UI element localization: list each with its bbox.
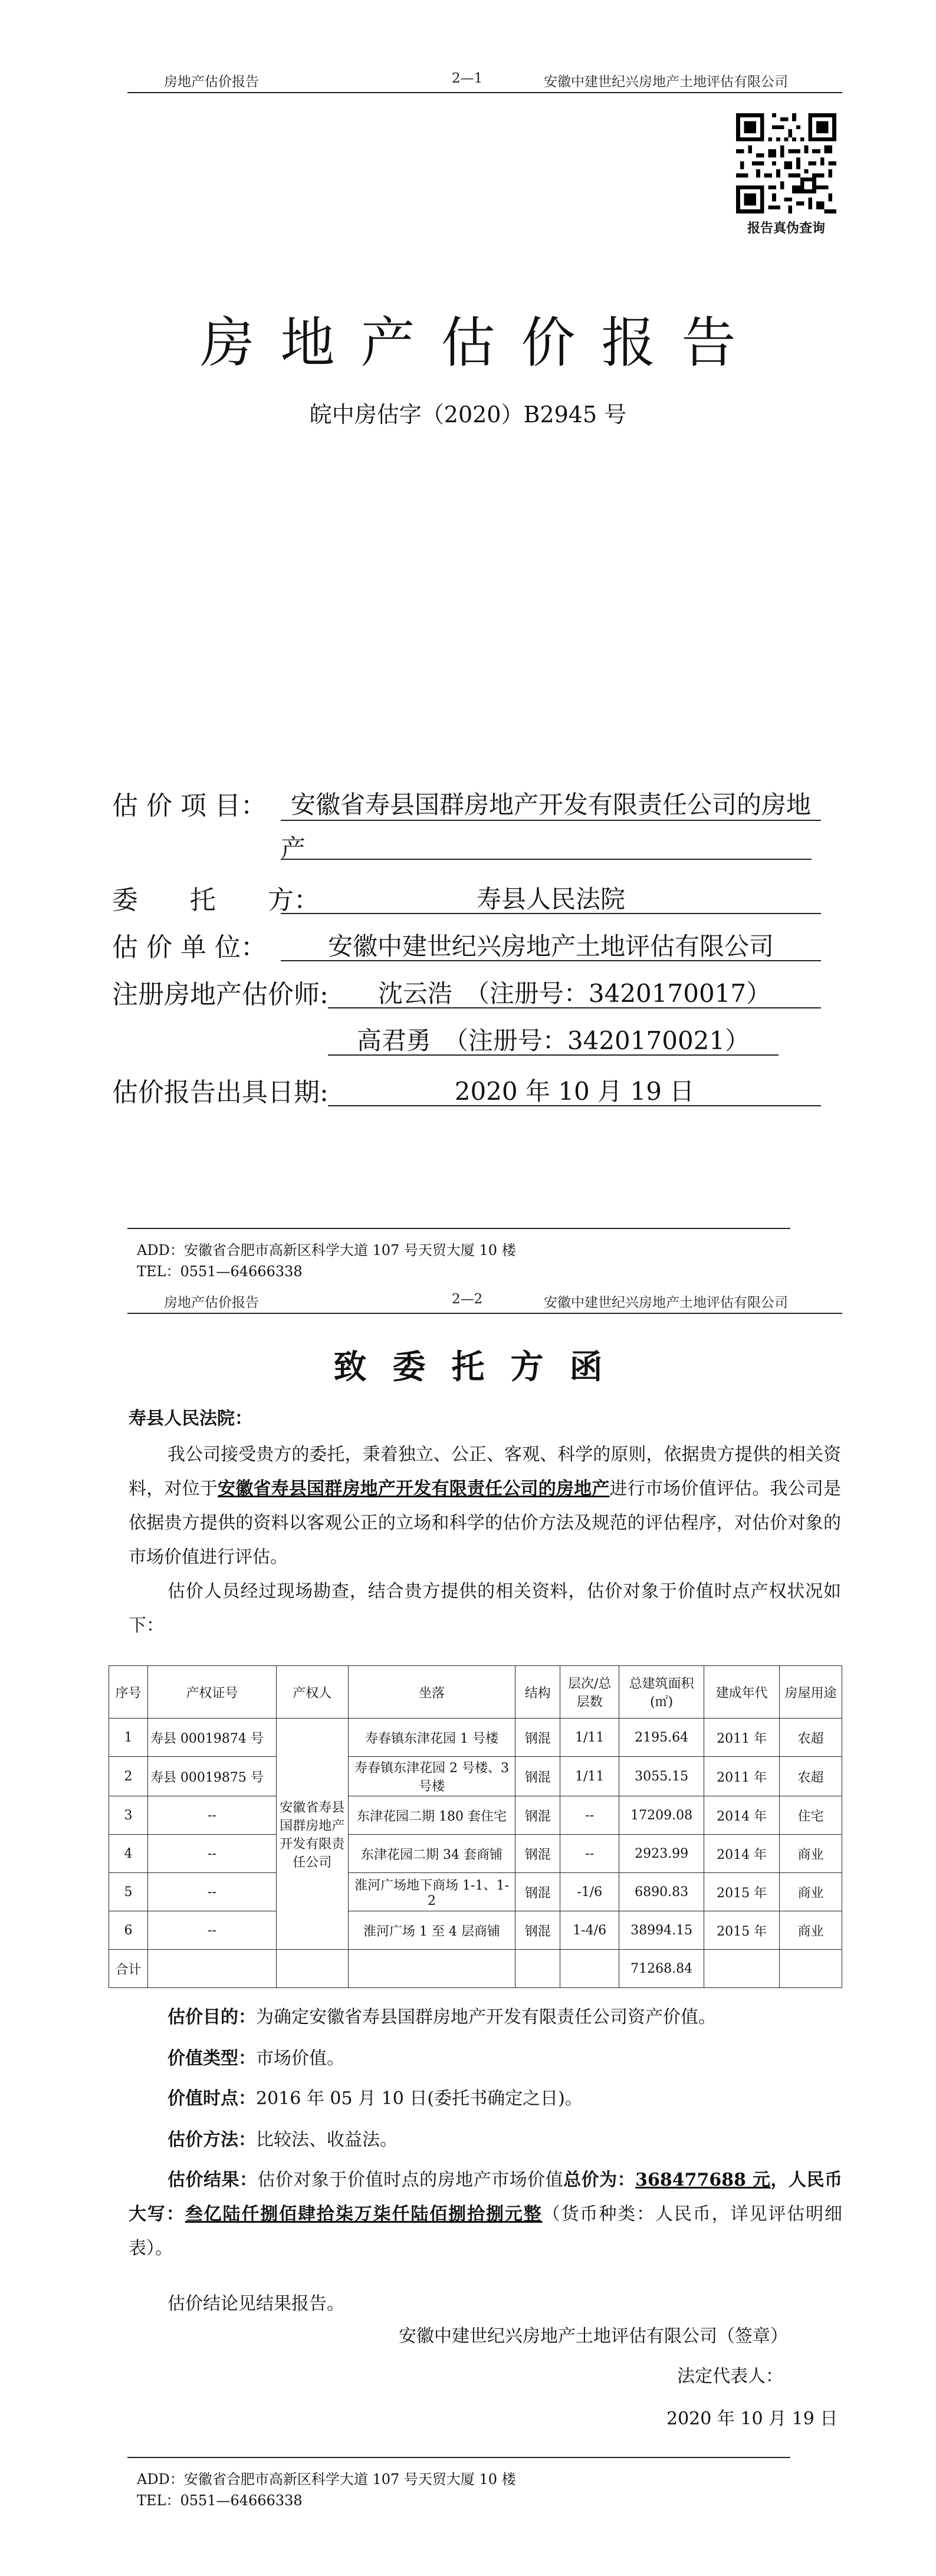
cell-area: 6890.83 [619,1873,704,1911]
client-label: 委 托 方： [112,885,320,915]
table-row [109,1719,842,1757]
cell-index: 4 [109,1835,148,1873]
cell-area: 2195.64 [619,1719,704,1757]
footer-tel: TEL：0551—64666338 [137,1263,303,1280]
cell-year: 2015 年 [704,1873,780,1911]
cell-floors: 1/11 [560,1757,619,1796]
cell-location: 东津花园二期 34 套商铺 [348,1835,515,1873]
cell-use: 商业 [780,1835,842,1873]
table-row [109,1911,842,1950]
report-date: 2020 年 10 月 19 日 [454,1077,695,1106]
cell-floors: -- [560,1796,619,1835]
project-value-2: 产 [281,834,306,863]
cell-index: 6 [109,1911,148,1950]
date-label: 估价报告出具日期: [112,1077,329,1108]
table-row [109,1796,842,1835]
cell-use: 商业 [780,1911,842,1950]
header-right: 安徽中建世纪兴房地产土地评估有限公司 [544,74,788,90]
cell-index: 2 [109,1757,148,1796]
cell-floors: 1-4/6 [560,1911,619,1950]
table-row [109,1873,842,1911]
client-value: 寿县人民法院 [476,885,625,914]
purpose-line: 估价目的：为确定安徽省寿县国群房地产开发有限责任公司资产价值。 [168,2007,716,2028]
col-header: 总建筑面积(㎡) [619,1666,704,1719]
col-header: 坐落 [348,1666,515,1719]
registered-appraiser-1: 沈云浩 （注册号：3420170017） [377,979,771,1008]
cell-year: 2011 年 [704,1719,780,1757]
project-underline-1 [281,820,821,821]
header-left: 房地产估价报告 [164,74,259,90]
report-title: 房地产估价报告 [200,311,762,374]
result-paragraph: 估价结果：估价对象于价值时点的房地产市场价值总价为：368477688 元，人民币大写：叁亿陆仟捌佰肆拾柒万柒仟陆佰捌拾捌元整（货币种类：人民币，详见评估明细表）。 [129,2170,843,2259]
cell-empty [276,1950,348,1988]
letter-title: 致委托方函 [333,1348,629,1386]
cell-structure: 钢混 [515,1873,560,1911]
client-underline [281,913,821,914]
header-left-2: 房地产估价报告 [164,1295,259,1310]
appraiser-value: 安徽中建世纪兴房地产土地评估有限公司 [327,932,774,961]
cell-empty [348,1950,515,1988]
cell-area: 17209.08 [619,1796,704,1835]
cell-location: 淮河广场地下商场 1-1、1-2 [348,1873,515,1911]
footer-rule-2 [127,2457,790,2458]
cell-floors: -1/6 [560,1873,619,1911]
project-label: 估 价 项 目： [112,791,267,821]
registered-underline-1 [328,1007,821,1008]
cell-year: 2011 年 [704,1757,780,1796]
method-line: 估价方法：比较法、收益法。 [168,2130,398,2150]
cell-cert: -- [147,1835,276,1873]
header-page-number: 2—1 [452,71,483,86]
cell-total-label: 合计 [109,1950,148,1988]
col-header: 房屋用途 [780,1666,842,1719]
cell-structure: 钢混 [515,1719,560,1757]
registered-label: 注册房地产估价师: [112,980,329,1010]
cell-cert: -- [147,1873,276,1911]
table-total-row [109,1950,842,1988]
table-header-row [109,1666,842,1719]
header-rule-2 [127,1313,842,1314]
document-number: 皖中房估字（2020）B2945 号 [309,402,627,428]
value-type-line: 价值类型：市场价值。 [168,2048,344,2069]
header-right-2: 安徽中建世纪兴房地产土地评估有限公司 [544,1295,788,1310]
cell-cert: 寿县 00019875 号 [147,1757,276,1796]
cell-empty [515,1950,560,1988]
conclusion-line: 估价结论见结果报告。 [168,2294,344,2314]
cell-area: 2923.99 [619,1835,704,1873]
signature-date: 2020 年 10 月 19 日 [666,2409,838,2429]
appraiser-underline [281,960,821,961]
cell-floors: -- [560,1835,619,1873]
cell-structure: 钢混 [515,1757,560,1796]
footer-address-2: ADD：安徽省合肥市高新区科学大道 107 号天贸大厦 10 楼 [137,2471,516,2488]
project-value: 安徽省寿县国群房地产开发有限责任公司的房地 [290,790,811,819]
cell-cert: -- [147,1796,276,1835]
cell-year: 2014 年 [704,1835,780,1873]
registered-underline-2 [328,1054,779,1056]
header-rule [127,92,842,93]
value-time-line: 价值时点：2016 年 05 月 10 日(委托书确定之日)。 [168,2088,583,2109]
date-underline [328,1105,821,1106]
cell-use: 农超 [780,1757,842,1796]
col-header: 产权人 [276,1666,348,1719]
intro-paragraph: 我公司接受贵方的委托，秉着独立、公正、客观、科学的原则，依据贵方提供的相关资料，对位于安徽省寿县国群房地产开发有限责任公司的房地产进行市场价值评估。我公司是依据贵方提供的资料以客观公正的立场和科学的估价方法及规范的评估程序，对估价对象的市场价值进行评估。 [129,1444,842,1568]
cell-structure: 钢混 [515,1911,560,1950]
cell-index: 3 [109,1796,148,1835]
addressee: 寿县人民法院： [129,1408,252,1429]
signature-company: 安徽中建世纪兴房地产土地评估有限公司（签章） [399,2326,788,2347]
qr-code-icon[interactable] [736,113,836,213]
project-underline-2 [281,859,812,860]
cell-year: 2015 年 [704,1911,780,1950]
footer-rule [127,1228,790,1229]
cell-floors: 1/11 [560,1719,619,1757]
cell-use: 商业 [780,1873,842,1911]
property-table [109,1665,842,1988]
cell-index: 5 [109,1873,148,1911]
cell-year: 2014 年 [704,1796,780,1835]
col-header: 建成年代 [704,1666,780,1719]
footer-tel-2: TEL：0551—64666338 [137,2492,303,2509]
cell-use: 住宅 [780,1796,842,1835]
cell-area: 3055.15 [619,1757,704,1796]
cell-empty [147,1950,276,1988]
appraiser-label: 估 价 单 位： [112,932,267,962]
cell-location: 寿春镇东津花园 1 号楼 [348,1719,515,1757]
status-paragraph: 估价人员经过现场勘查，结合贵方提供的相关资料，估价对象于价值时点产权状况如下： [129,1581,841,1636]
cell-location: 东津花园二期 180 套住宅 [348,1796,515,1835]
cell-location: 寿春镇东津花园 2 号楼、3 号楼 [348,1757,515,1796]
table-row [109,1757,842,1796]
legal-representative: 法定代表人： [677,2366,783,2387]
col-header: 产权证号 [147,1666,276,1719]
cell-total-area: 71268.84 [619,1950,704,1988]
col-header: 结构 [515,1666,560,1719]
cell-cert: 寿县 00019874 号 [147,1719,276,1757]
registered-appraiser-2: 高君勇 （注册号：3420170021） [356,1026,750,1055]
footer-address: ADD：安徽省合肥市高新区科学大道 107 号天贸大厦 10 楼 [137,1242,516,1259]
qr-caption: 报告真伪查询 [747,221,825,236]
cell-use: 农超 [780,1719,842,1757]
cell-structure: 钢混 [515,1796,560,1835]
cell-empty [560,1950,619,1988]
cell-location: 淮河广场 1 至 4 层商铺 [348,1911,515,1950]
cell-owner: 安徽省寿县国群房地产开发有限责任公司 [276,1719,348,1950]
cell-structure: 钢混 [515,1835,560,1873]
col-header: 序号 [109,1666,148,1719]
header-page-number-2: 2—2 [452,1292,483,1307]
cell-index: 1 [109,1719,148,1757]
cell-empty [780,1950,842,1988]
cell-area: 38994.15 [619,1911,704,1950]
cell-empty [704,1950,780,1988]
col-header: 层次/总层数 [560,1666,619,1719]
table-row [109,1835,842,1873]
cell-cert: -- [147,1911,276,1950]
